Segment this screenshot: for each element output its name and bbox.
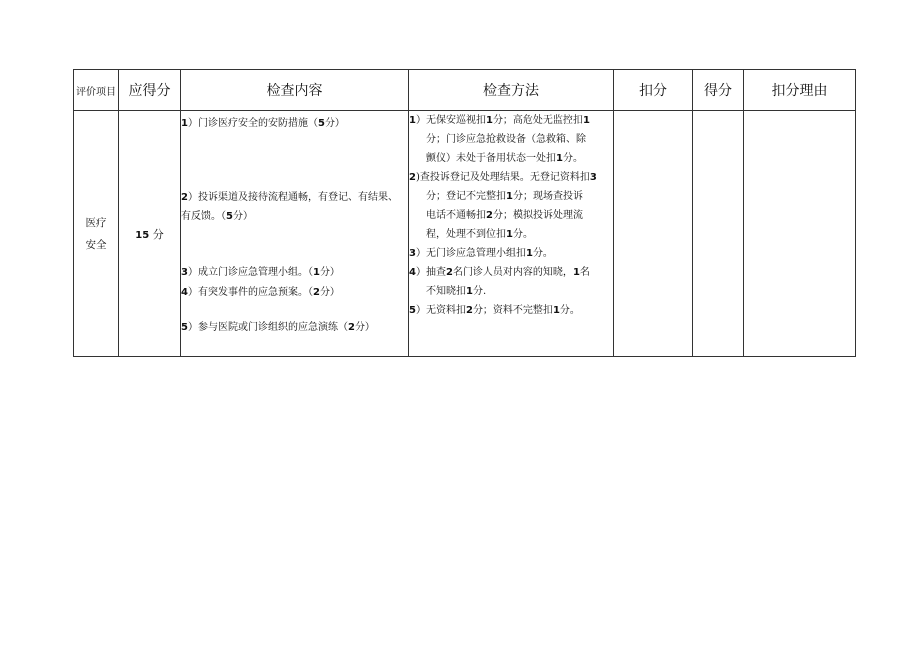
method-text: 分；现场查投诉: [512, 191, 583, 202]
method-1-line-2: 分；门诊应急抢救设备（急救箱、除: [426, 134, 586, 145]
header-row: [74, 70, 856, 111]
category-line1: 医疗: [85, 216, 107, 229]
method-3: [409, 244, 613, 263]
content-num: 2: [181, 192, 188, 203]
method-text: ）无资料扣: [415, 305, 466, 316]
header-deduct: 扣分: [614, 70, 693, 111]
method-points: 1: [572, 267, 580, 278]
content-end: 分）: [319, 267, 340, 278]
method-num: 3: [409, 248, 416, 259]
method-4-line-1: [409, 263, 613, 282]
method-text: ）无门诊应急管理小组扣: [415, 248, 526, 259]
header-content: 检查内容: [181, 70, 409, 111]
method-1-line-1: [409, 111, 613, 130]
method-1-line-3: [409, 149, 613, 168]
content-num: 1: [181, 118, 188, 129]
category-line2: 安全: [85, 238, 107, 251]
method-text: ）无保安巡视扣: [415, 115, 486, 126]
method-points: 1: [582, 115, 590, 126]
method-text: 分。: [512, 229, 533, 240]
method-num: 5: [409, 305, 416, 316]
content-end: 分）: [232, 211, 253, 222]
content-points: 2: [312, 287, 320, 298]
method-text: 程，处理不到位扣: [426, 229, 506, 240]
method-text: 分。: [559, 305, 580, 316]
method-num: 2: [409, 172, 416, 183]
method-text: 分；资料不完整扣: [472, 305, 553, 316]
method-text: 分。: [562, 153, 583, 164]
method-points: 1: [466, 286, 473, 297]
method-2-line-4: [409, 225, 613, 244]
content-num: 4: [181, 287, 188, 298]
content-points: 1: [312, 267, 320, 278]
header-method: 检查方法: [409, 70, 614, 111]
method-text: 分；高危处无监控扣: [492, 115, 583, 126]
method-text: 分。: [532, 248, 553, 259]
score-cell: [119, 111, 181, 357]
method-text: 查投诉登记及处理结果。无登记资料扣: [419, 172, 590, 183]
content-text: ）有突发事件的应急预案。（: [187, 287, 313, 298]
method-2-line-2: [409, 187, 613, 206]
score-unit: 分: [152, 227, 164, 241]
reason-cell[interactable]: [744, 111, 856, 357]
method-cell: [409, 111, 614, 357]
method-text: 分；模拟投诉处理流: [492, 210, 583, 221]
method-text: 名: [579, 267, 590, 278]
table-row: [74, 111, 856, 357]
content-end: 分）: [354, 322, 375, 333]
method-2-line-1: 2)查投诉登记及处理结果。无登记资料扣3: [409, 172, 597, 183]
method-4-line-2: [409, 282, 613, 301]
method-points: 1: [485, 115, 493, 126]
method-points: 2: [465, 305, 473, 316]
content-item-2: [181, 188, 406, 226]
method-points: 1: [556, 153, 563, 164]
content-end: 分）: [319, 287, 340, 298]
content-item-4: [181, 283, 406, 302]
method-text: ）抽查: [415, 267, 446, 278]
content-text: ）参与医院或门诊组织的应急演练（: [187, 322, 348, 333]
category-cell: [74, 111, 119, 357]
method-2-line-3: [409, 206, 613, 225]
evaluation-table: [73, 69, 856, 357]
method-points: 1: [552, 305, 560, 316]
method-5: [409, 301, 613, 320]
content-text: ）投诉渠道及接待流程通畅，有登记、有结果、有反馈。（: [181, 192, 398, 222]
header-reason: 扣分理由: [744, 70, 856, 111]
method-text: 分.: [472, 286, 487, 297]
got-cell[interactable]: [693, 111, 744, 357]
method-text: 名门诊人员对内容的知晓，: [452, 267, 573, 278]
method-points: 2: [445, 267, 453, 278]
method-points: 1: [506, 191, 513, 202]
content-text: ）成立门诊应急管理小组。（: [187, 267, 313, 278]
content-item-1: [181, 114, 406, 133]
method-text: 分；登记不完整扣: [426, 191, 506, 202]
method-points: 1: [525, 248, 533, 259]
content-num: 3: [181, 267, 188, 278]
content-end: 分）: [324, 118, 345, 129]
method-num: 4: [409, 267, 416, 278]
method-points: 2: [486, 210, 493, 221]
content-points: 5: [317, 118, 325, 129]
content-num: 5: [181, 322, 188, 333]
header-item: 评价项目: [74, 70, 119, 111]
content-text: ）门诊医疗安全的安防措施（: [187, 118, 318, 129]
content-cell: [181, 111, 409, 357]
method-points: 1: [506, 229, 513, 240]
method-text: 不知晓扣: [426, 286, 466, 297]
method-num: 1: [409, 115, 416, 126]
content-item-5: [181, 318, 406, 337]
score-number: 15: [135, 229, 150, 241]
method-points: 3: [589, 172, 597, 183]
header-score: 应得分: [119, 70, 181, 111]
content-item-3: [181, 263, 406, 282]
content-points: 2: [347, 322, 355, 333]
deduct-cell[interactable]: [614, 111, 693, 357]
header-got: 得分: [693, 70, 744, 111]
method-text: 电话不通畅扣: [426, 210, 486, 221]
content-points: 5: [226, 211, 233, 222]
method-text: 颤仪）未处于备用状态一处扣: [426, 153, 556, 164]
